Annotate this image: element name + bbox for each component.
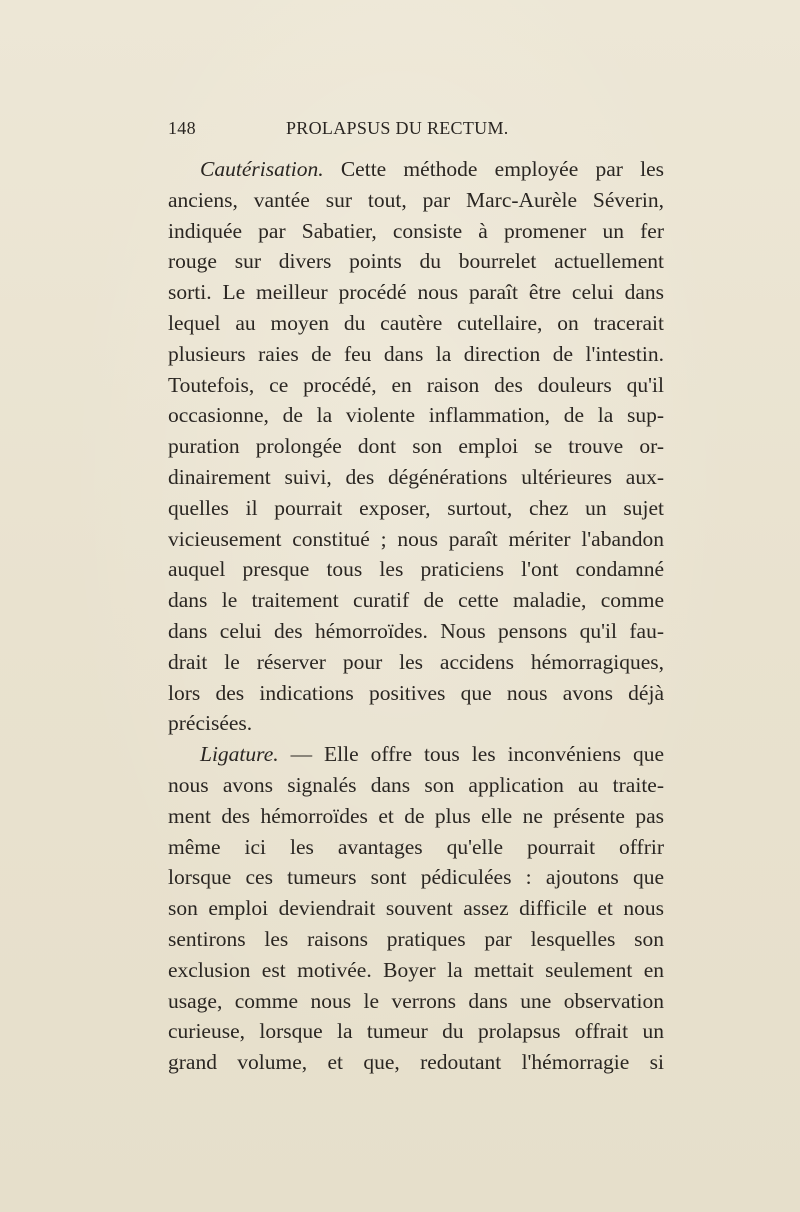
text-line: même ici les avantages qu'elle pourrait offrir [168, 834, 664, 859]
text-line: Cautérisation. Cette méthode employée par les [200, 157, 664, 181]
text-line: anciens, vantée sur tout, par Marc-Aurèle Séverin, [168, 187, 664, 212]
text-line: dinairement suivi, des dégénérations ultérieures aux- [168, 464, 664, 489]
text-line: quelles il pourrait exposer, surtout, chez un sujet [168, 495, 664, 520]
page-body [168, 154, 664, 1078]
text-line: sorti. Le meilleur procédé nous paraît être celui dans [168, 280, 664, 305]
text-line: plusieurs raies de feu dans la direction de l'intestin. [168, 341, 664, 366]
text-line: sentirons les raisons pratiques par lesquelles son [168, 926, 664, 951]
text-line: lors des indications positives que nous avons déjà [168, 680, 664, 705]
text-line: lorsque ces tumeurs sont pédiculées : ajoutons que [168, 865, 664, 890]
text-line: lequel au moyen du cautère cutellaire, on tracerait [168, 310, 664, 335]
text-line: drait le réserver pour les accidens hémorragiques, [168, 649, 664, 674]
section-lead-ligature: Ligature. [200, 742, 279, 767]
running-title: PROLAPSUS DU RECTUM. [286, 118, 509, 138]
text-line: occasionne, de la violente inflammation, de la sup- [168, 403, 664, 428]
text-line: Ligature. — Elle offre tous les inconvéniens que [200, 742, 664, 767]
text-line: auquel presque tous les praticiens l'ont condamné [168, 557, 664, 582]
text-line: Toutefois, ce procédé, en raison des douleurs qu'il [168, 372, 664, 397]
text-line: nous avons signalés dans son application au traite- [168, 772, 664, 797]
text-line: exclusion est motivée. Boyer la mettait seulement en [168, 957, 664, 982]
text-line: vicieusement constitué ; nous paraît mériter l'abandon [168, 526, 664, 551]
page-number: 148 [168, 118, 196, 138]
text-line: dans le traitement curatif de cette maladie, comme [168, 588, 664, 613]
text-line: ment des hémorroïdes et de plus elle ne présente pas [168, 803, 664, 828]
page-header [168, 118, 664, 142]
text-line: grand volume, et que, redoutant l'hémorragie si [168, 1050, 664, 1075]
text-line: son emploi deviendrait souvent assez difficile et nous [168, 896, 664, 921]
text-line: curieuse, lorsque la tumeur du prolapsus offrait un [168, 1019, 664, 1044]
text-line: indiquée par Sabatier, consiste à promener un fer [168, 218, 664, 243]
text-line: rouge sur divers points du bourrelet actuellement [168, 249, 664, 274]
text-line: usage, comme nous le verrons dans une observation [168, 988, 664, 1013]
section-lead-cauterisation: Cautérisation. [200, 157, 324, 181]
text-line: puration prolongée dont son emploi se trouve or- [168, 434, 664, 459]
text-line: précisées. [168, 711, 253, 736]
text-line: dans celui des hémorroïdes. Nous pensons qu'il fau- [168, 618, 664, 643]
